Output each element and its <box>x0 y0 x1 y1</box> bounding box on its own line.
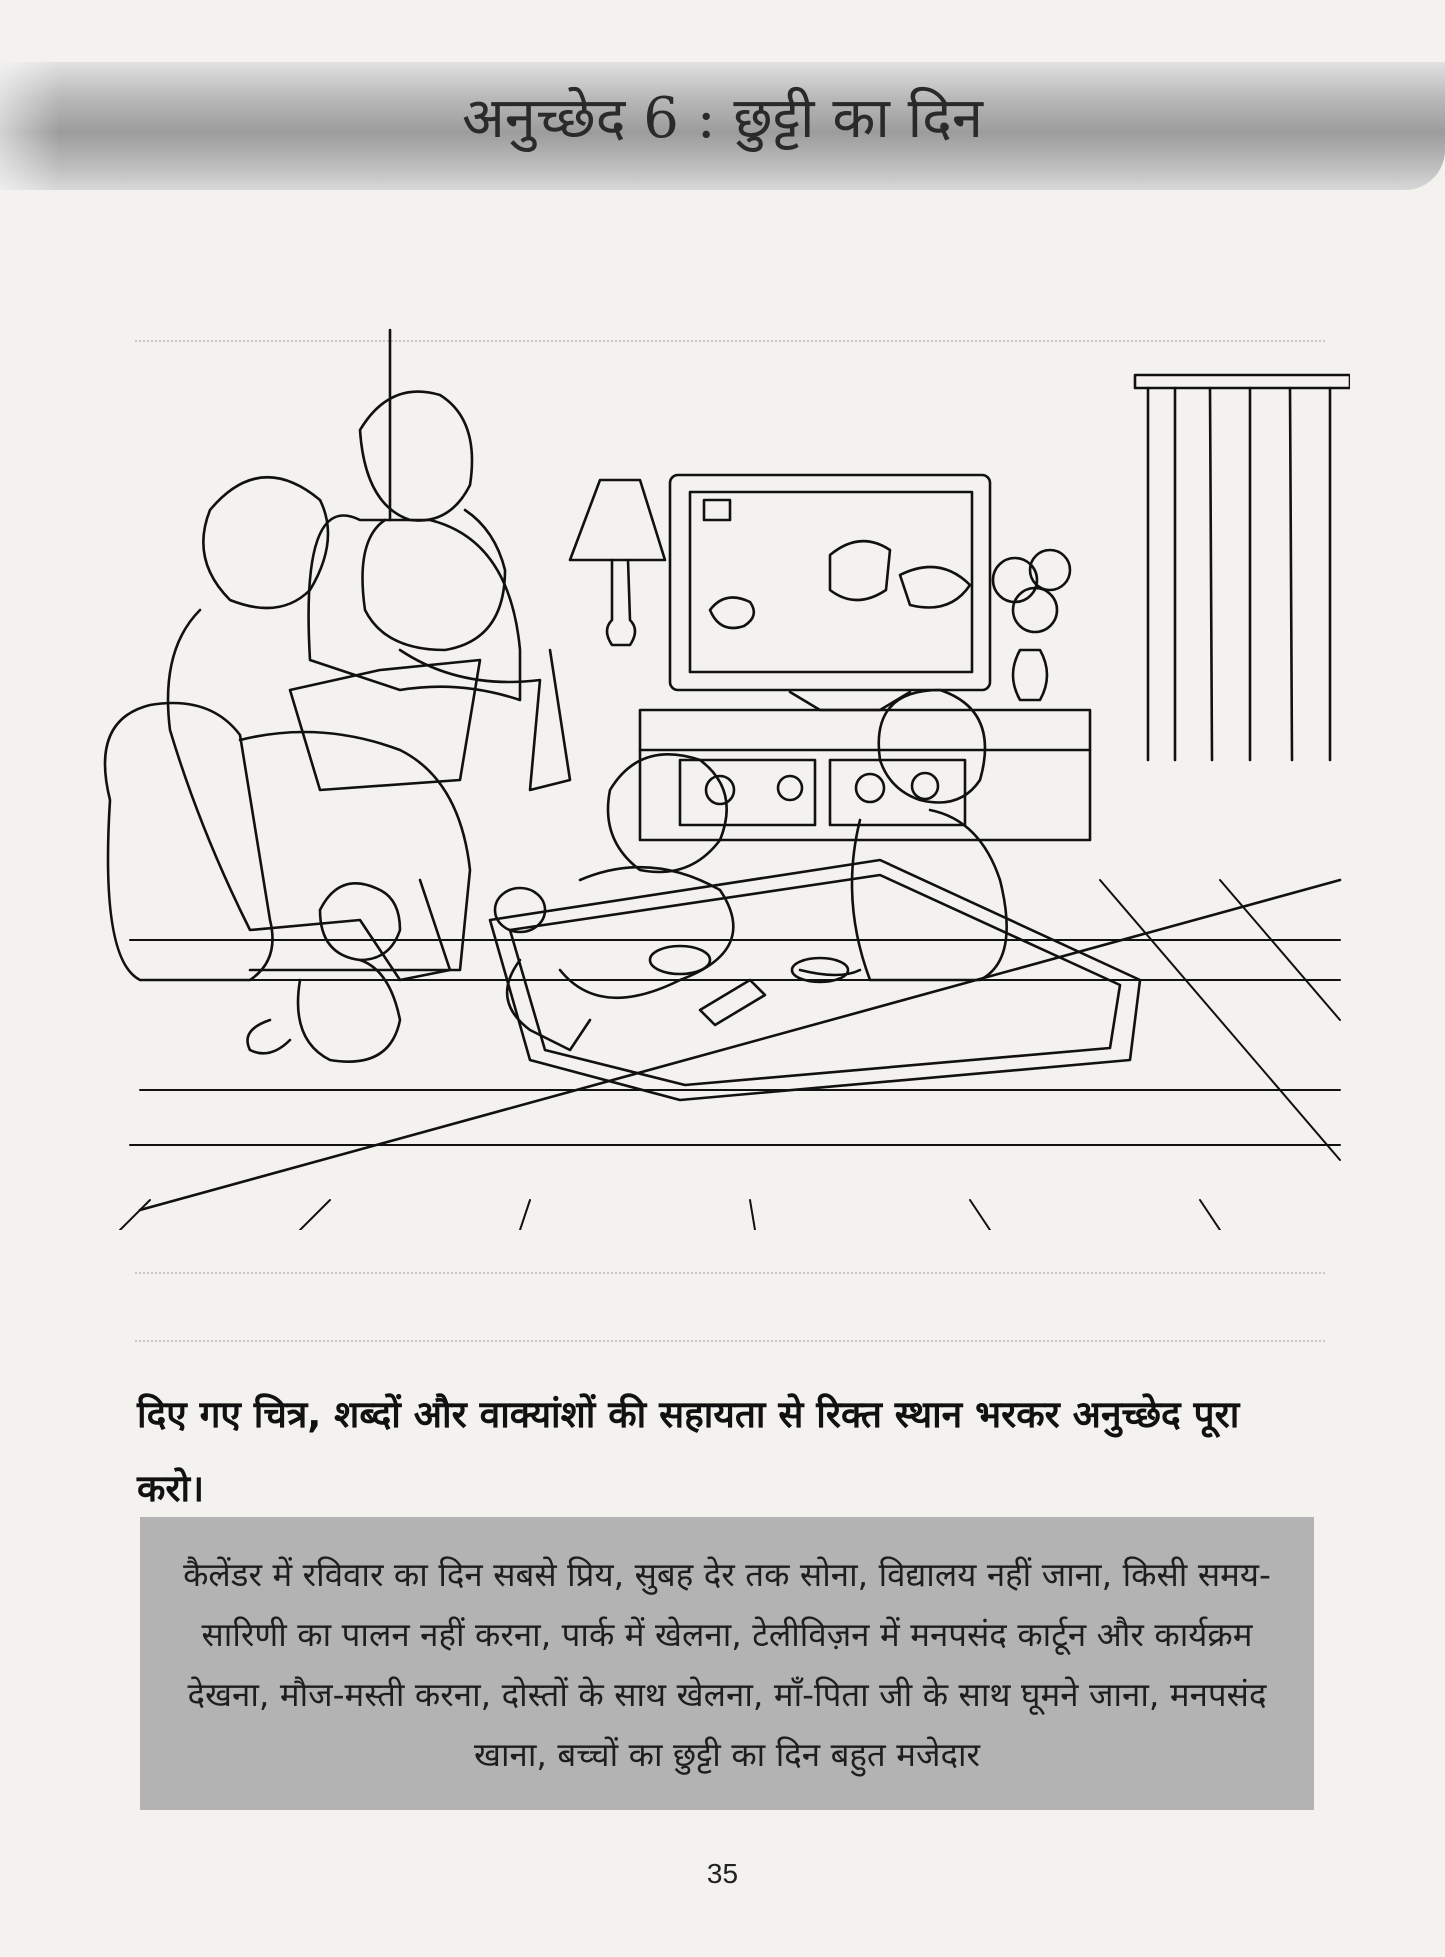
table-lamp <box>570 480 665 645</box>
word-hint-text: कैलेंडर में रविवार का दिन सबसे प्रिय, सुबह देर तक सोना, विद्यालय नहीं जाना, किसी समय-सारिणी का पालन नहीं करना, पार्क में खेलना, टेलीविज़न में मनपसंद कार्टून और कार्यक्रम देखना, मौज-मस्ती करना, दोस्तों के साथ खेलना, माँ-पिता जी के साथ घूमने जाना, मनपसंद खाना, बच्चों का छुट्टी का दिन बहुत मजेदार <box>183 1555 1271 1774</box>
tv-cabinet <box>640 710 1090 840</box>
page-title: अनुच्छेद 6 : छुट्टी का दिन <box>462 86 983 151</box>
writing-line <box>135 1340 1325 1342</box>
word-hint-box <box>140 1517 1314 1810</box>
room-walls <box>140 330 1340 1210</box>
flower-vase <box>993 550 1070 700</box>
dog <box>248 883 401 1061</box>
writing-line <box>135 1272 1325 1274</box>
mother-figure <box>360 392 570 790</box>
floor-tiles <box>120 880 1340 1230</box>
instruction-text: दिए गए चित्र, शब्दों और वाक्यांशों की सहायता से रिक्त स्थान भरकर अनुच्छेद पूरा करो। <box>137 1393 1240 1510</box>
page-number: 35 <box>706 1858 739 1889</box>
window-curtain <box>1135 375 1350 760</box>
remote-and-bowls <box>650 946 848 1025</box>
family-watching-tv-illustration <box>100 320 1350 1230</box>
boy-sitting <box>800 690 1007 980</box>
television <box>670 475 990 710</box>
